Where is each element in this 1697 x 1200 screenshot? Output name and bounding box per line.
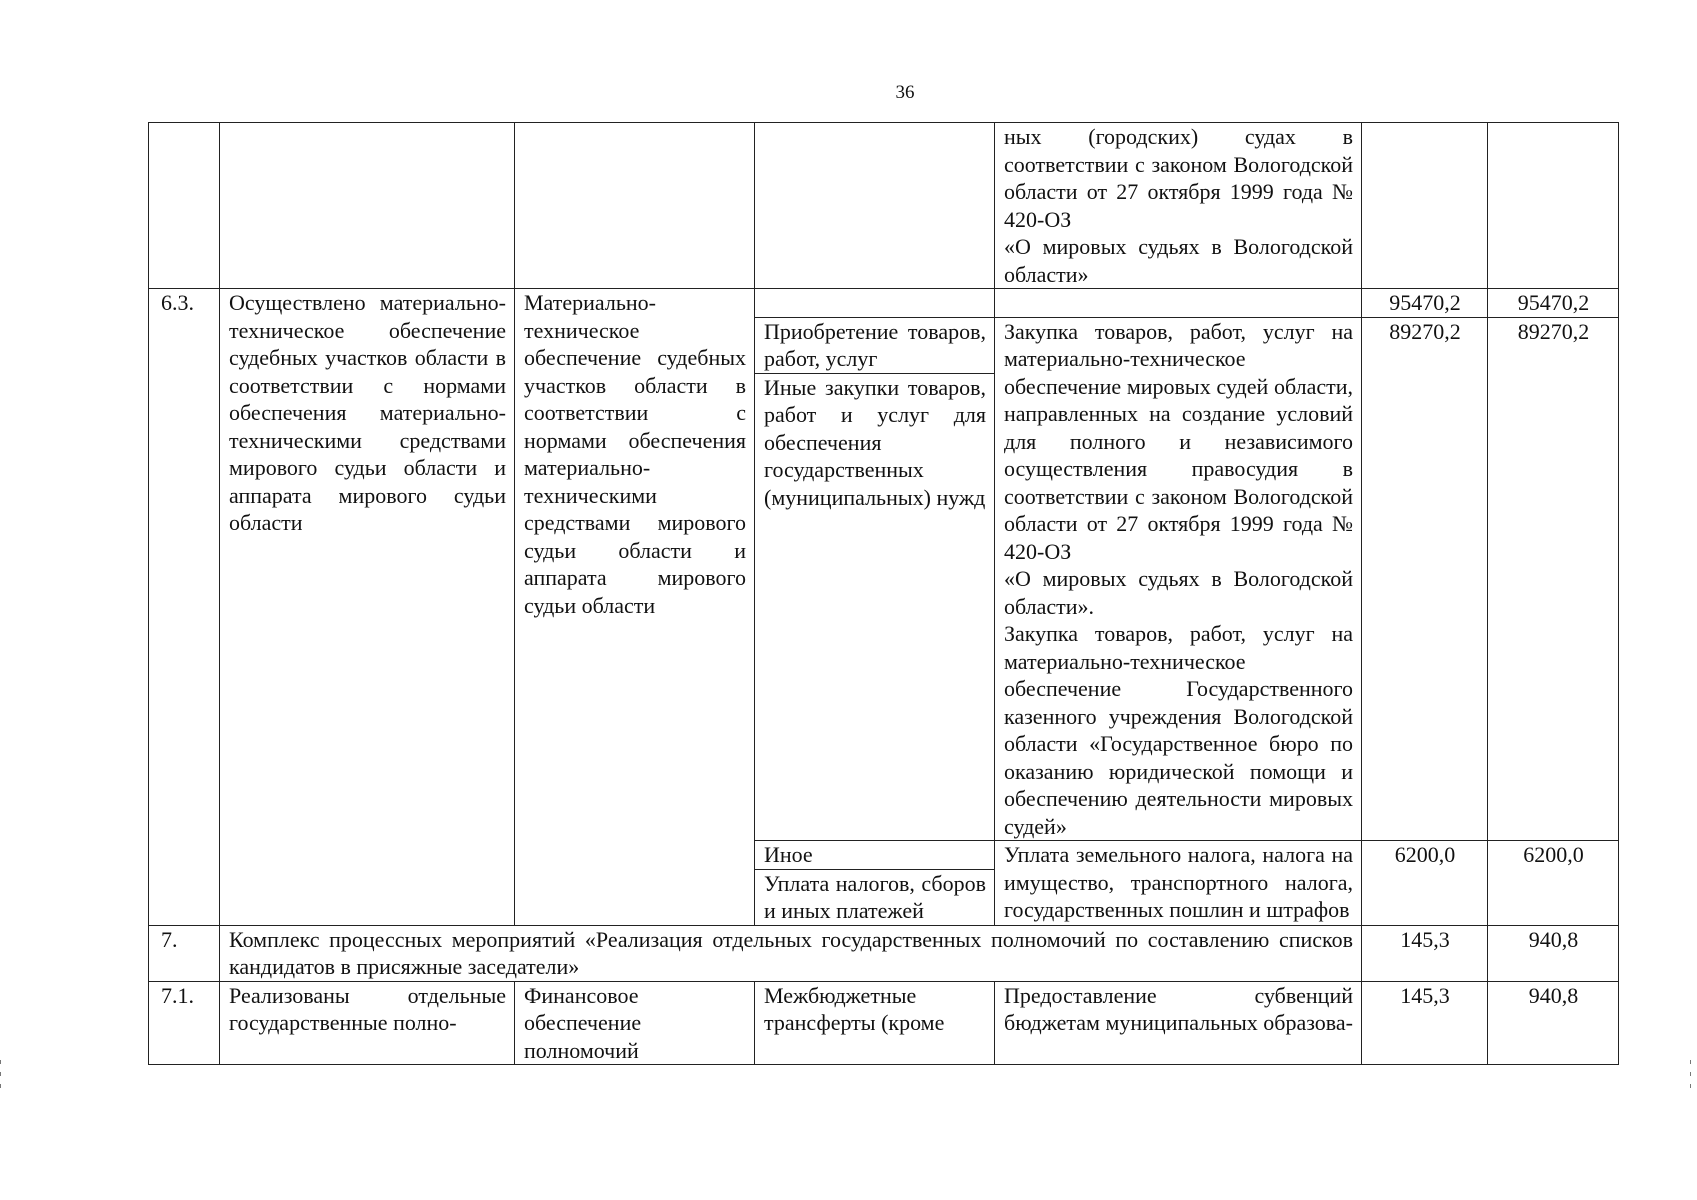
scan-edge-marks-right (1690, 1060, 1696, 1120)
cell-type (755, 317, 995, 841)
cell-complex-title: Комплекс процессных мероприятий «Реализация отдельных государственных полномочий по составлению списков кандидатов в присяжные заседатели» (220, 925, 1362, 981)
cell-description: Предоставление субвенций бюджетам муниципальных образова- (995, 981, 1362, 1065)
cell-value-a: 89270,2 (1362, 317, 1488, 841)
cell-value-b: 940,8 (1488, 981, 1619, 1065)
expense-type-taxes: Уплата налогов, сборов и иных платежей (764, 870, 986, 923)
table-row-7 (149, 925, 1619, 981)
table-row-continuation (149, 123, 1619, 289)
page-number: 36 (895, 82, 915, 103)
scan-edge-marks-left (0, 1060, 6, 1120)
cell-type-empty (755, 289, 995, 318)
row-number: 7.1. (149, 981, 220, 1065)
cell-result: Осуществлено материально-техническое обеспечение судебных участков области в соответствии с нормами обеспечения материально-техническими средствами мирового судьи области и аппарата мирового судьи области (220, 289, 515, 926)
table-row-7-1 (149, 981, 1619, 1065)
cell-value-a (1362, 123, 1488, 289)
cell-description: Уплата земельного налога, налога на имущество, транспортного налога, государственных пошлин и штрафов (995, 841, 1362, 926)
cell-type (755, 841, 995, 926)
cell-description: Закупка товаров, работ, услуг на материально-техническое обеспечение мировых судей области, направленных на создание условий для полного и независимого осуществления правосудия в соответствии с законом Вологодской области от 27 октября 1999 года № 420-ОЗ «О мировых судьях в Вологодской области». Закупка товаров, работ, услуг на материально-техническое обеспечение Государственного казенного учреждения Вологодской области «Государственное бюро по оказанию юридической помощи и обеспечению деятельности мировых судей» (995, 317, 1362, 841)
cell-num (149, 123, 220, 289)
cell-description-empty (995, 289, 1362, 318)
cell-value-a: 145,3 (1362, 981, 1488, 1065)
expense-type-purchase: Приобретение товаров, работ, услуг (755, 318, 994, 374)
cell-activity (515, 123, 755, 289)
cell-value-b (1488, 123, 1619, 289)
cell-total-a: 95470,2 (1362, 289, 1488, 318)
cell-value-b: 940,8 (1488, 925, 1619, 981)
cell-activity: Материально-техническое обеспечение судебных участков области в соответствии с нормами обеспечения материально-техническими средствами мирового судьи области и аппарата мирового судьи области (515, 289, 755, 926)
cell-value-a: 145,3 (1362, 925, 1488, 981)
expense-type-other-purchase: Иные закупки товаров, работ и услуг для обеспечения государственных (муниципальных) нужд (764, 374, 986, 510)
cell-result (220, 123, 515, 289)
table-row-6-3 (149, 289, 1619, 318)
expense-type-other: Иное (755, 841, 994, 870)
cell-value-b: 6200,0 (1488, 841, 1619, 926)
cell-description: ных (городских) судах в соответствии с законом Вологодской области от 27 октября 1999 года № 420-ОЗ «О мировых судьях в Вологодской области» (995, 123, 1362, 289)
cell-type: Межбюджетные трансферты (кроме (755, 981, 995, 1065)
row-number: 6.3. (149, 289, 220, 926)
cell-type (755, 123, 995, 289)
cell-result: Реализованы отдельные государственные полно- (220, 981, 515, 1065)
cell-value-b: 89270,2 (1488, 317, 1619, 841)
cell-activity: Финансовое обеспечение полномочий (515, 981, 755, 1065)
row-number: 7. (149, 925, 220, 981)
budget-table (148, 122, 1619, 1065)
cell-total-b: 95470,2 (1488, 289, 1619, 318)
cell-value-a: 6200,0 (1362, 841, 1488, 926)
